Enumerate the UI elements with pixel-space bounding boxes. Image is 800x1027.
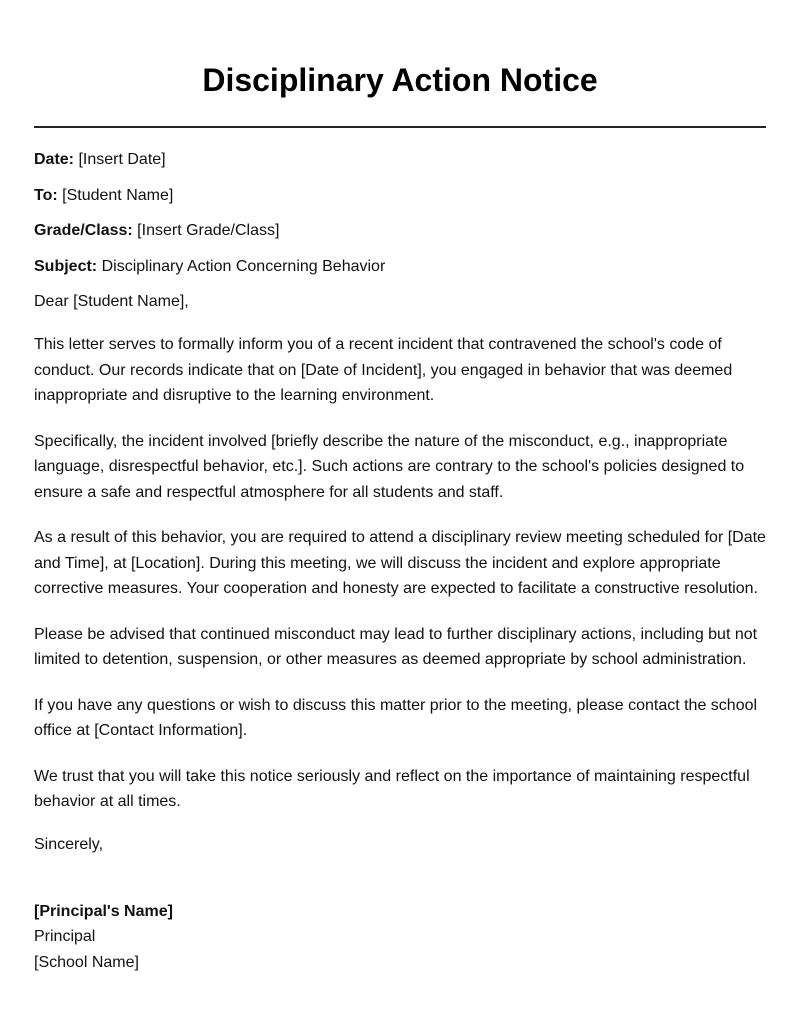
to-label: To: — [34, 186, 58, 204]
to-value: [Student Name] — [62, 186, 174, 204]
greeting: Dear [Student Name], — [34, 293, 189, 310]
closing: Sincerely, — [34, 835, 104, 853]
letter-header-fields — [34, 150, 766, 277]
grade-class-value: [Insert Grade/Class] — [137, 222, 280, 239]
body-paragraph-1: This letter serves to formally inform you of a recent incident that contravened the school's code of conduct. Our records indicate that on [Date of Incident], you engaged in behavior that was deemed inappropriate and disruptive to the learning environment. — [34, 336, 733, 404]
date-field — [34, 150, 766, 170]
body-paragraph-4: Please be advised that continued misconduct may lead to further disciplinary actions, including but not limited to detention, suspension, or other measures as deemed appropriate by school administration. — [34, 625, 758, 668]
title-divider — [34, 126, 766, 128]
grade-class-field — [34, 221, 766, 241]
grade-class-label: Grade/Class: — [34, 222, 133, 239]
page-title: Disciplinary Action Notice — [202, 62, 598, 98]
document-page — [34, 0, 766, 975]
date-label: Date: — [34, 151, 75, 168]
signature-name: [Principal's Name] — [34, 902, 173, 920]
subject-label: Subject: — [34, 257, 98, 275]
date-value: [Insert Date] — [78, 151, 166, 168]
signature-school: [School Name] — [34, 953, 139, 971]
body-paragraph-2: Specifically, the incident involved [briefly describe the nature of the misconduct, e.g., inappropriate language, disrespectful behavior, etc.]. Such actions are contrary to the school's policies designed to ensure a safe and respectful atmosphere for all students and staff. — [34, 432, 745, 501]
body-paragraph-3: As a result of this behavior, you are required to attend a disciplinary review meeting scheduled for [Date and Time], at [Location]. During this meeting, we will discuss the incident and explore appropriate corrective measures. Your cooperation and honesty are expected to facilitate a constructive resolution. — [34, 529, 766, 597]
signature-role: Principal — [34, 928, 96, 945]
subject-field — [34, 257, 766, 277]
to-field — [34, 186, 766, 206]
body-paragraph-6: We trust that you will take this notice seriously and reflect on the importance of maintaining respectful behavior at all times. — [34, 767, 750, 810]
body-paragraph-5: If you have any questions or wish to discuss this matter prior to the meeting, please contact the school office at [Contact Information]. — [34, 696, 758, 739]
subject-value: Disciplinary Action Concerning Behavior — [101, 257, 386, 275]
signature-block — [34, 899, 766, 976]
